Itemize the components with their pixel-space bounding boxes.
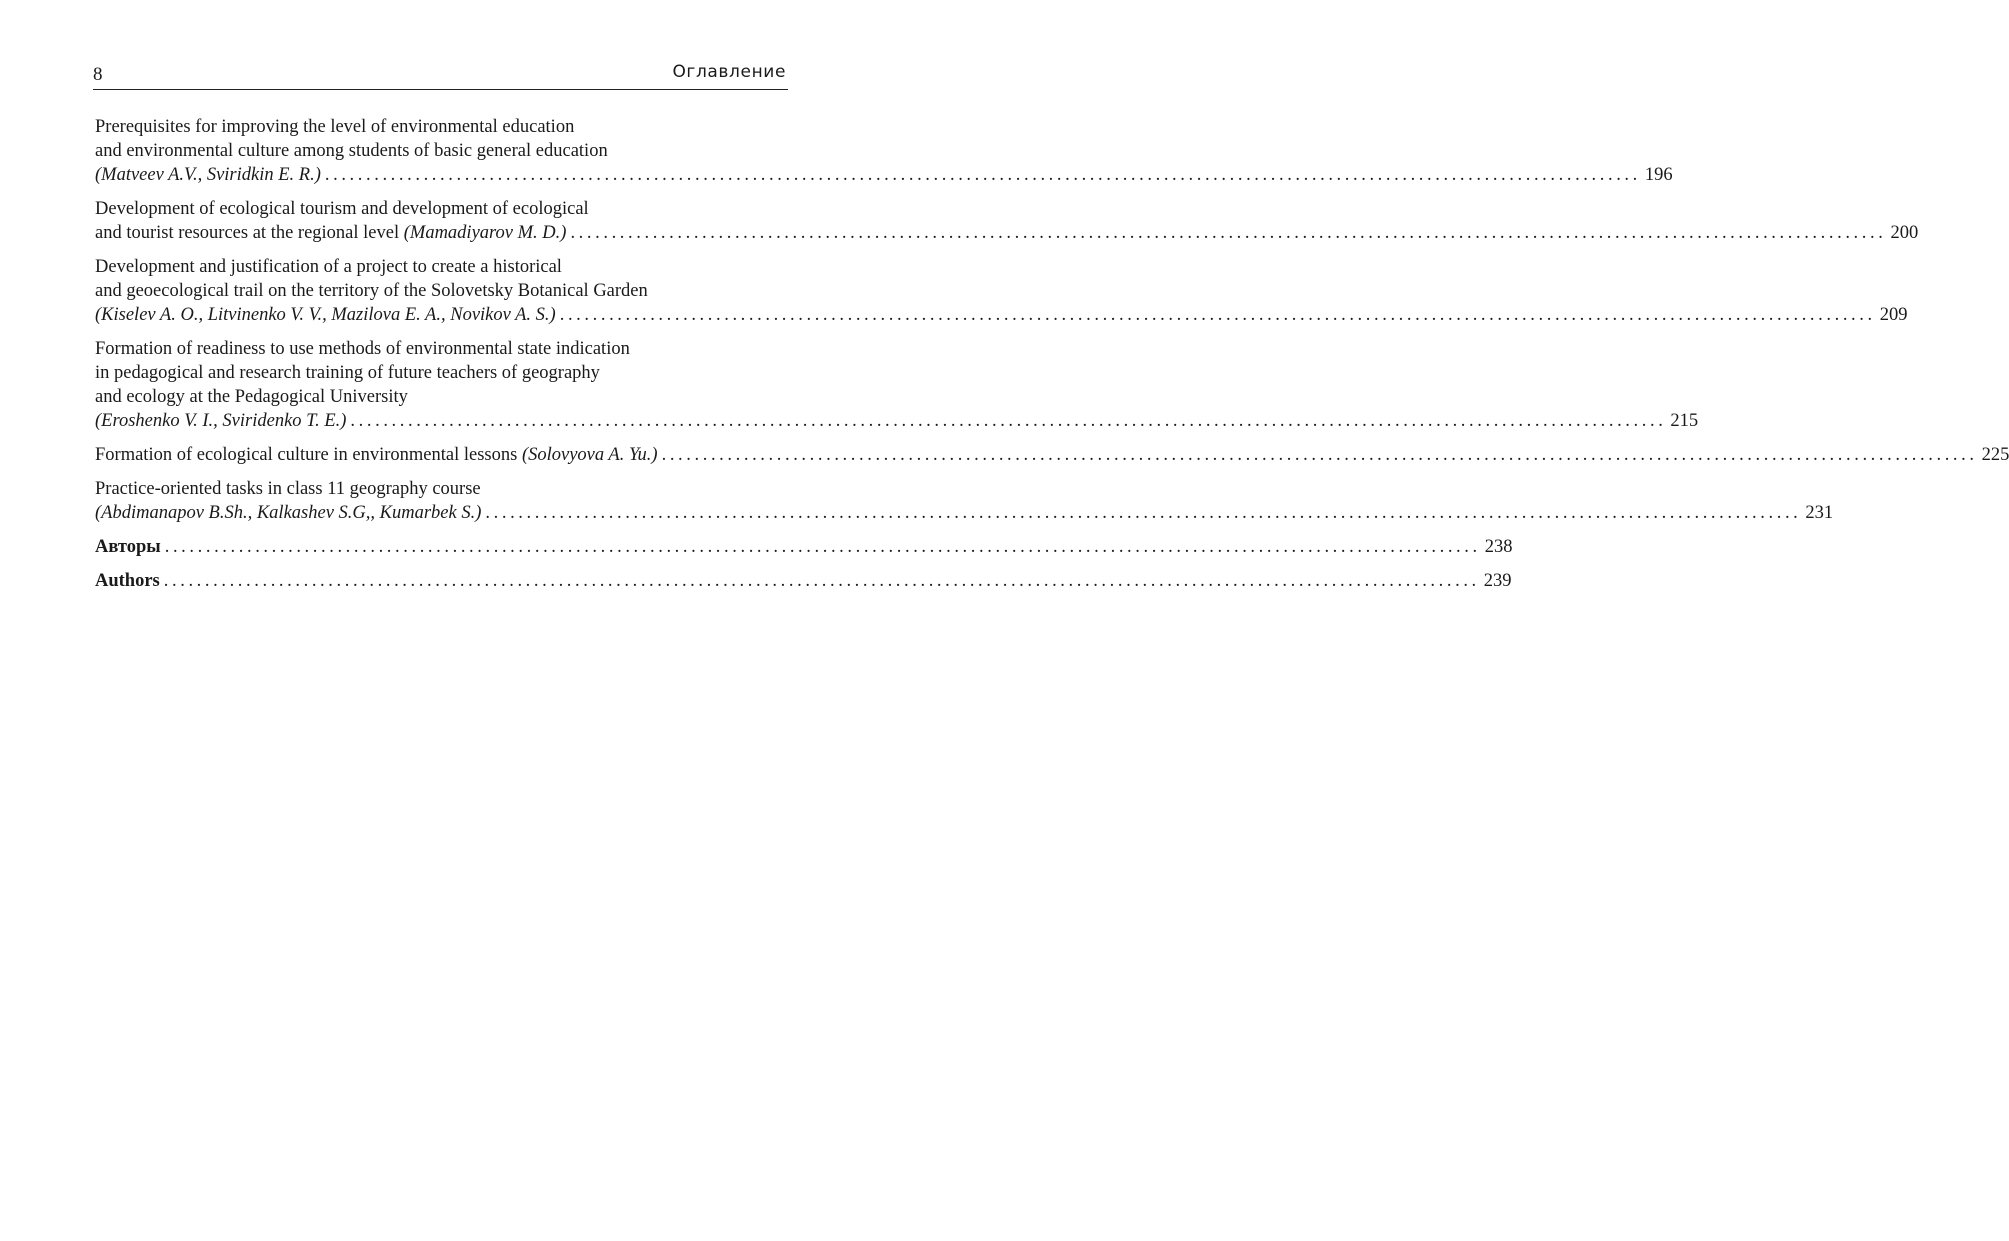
table-of-contents: [95, 115, 2009, 603]
entry-page-number: 215: [1670, 411, 1699, 431]
dot-leader: ................................................................................................................................................................: [324, 165, 1641, 185]
entry-authors: (Abdimanapov B.Sh., Kalkashev S.G,, Kumarbek S.): [95, 503, 482, 523]
entry-authors: (Eroshenko V. I., Sviridenko T. E.): [95, 411, 347, 431]
entry-leader-line: [95, 221, 1919, 245]
entry-title: Авторы: [95, 537, 161, 557]
entry-title-line: and geoecological trail on the territory of the Solovetsky Botanical Garden: [95, 281, 648, 301]
toc-entry-authors-en[interactable]: [95, 569, 1512, 593]
entry-title-tail: Formation of ecological culture in environmental lessons: [95, 445, 522, 465]
entry-title-line: Development and justification of a project to create a historical: [95, 257, 562, 277]
entry-page-number: 196: [1644, 165, 1673, 185]
running-head: [93, 60, 788, 90]
entry-title-line: Formation of readiness to use methods of environmental state indication: [95, 339, 630, 359]
entry-authors: (Matveev A.V., Sviridkin E. R.): [95, 165, 321, 185]
dot-leader: ................................................................................................................................................................: [163, 571, 1480, 591]
toc-entry[interactable]: [95, 443, 2009, 467]
dot-leader: ................................................................................................................................................................: [485, 503, 1802, 523]
entry-authors: (Mamadiyarov M. D.): [403, 223, 567, 243]
entry-leader-line: [95, 569, 1512, 593]
entry-title-line: Development of ecological tourism and development of ecological: [95, 199, 589, 219]
entry-title-line: and ecology at the Pedagogical University: [95, 387, 408, 407]
entry-page-number: 239: [1483, 571, 1512, 591]
toc-entry-authors-ru[interactable]: [95, 535, 1513, 559]
dot-leader: ................................................................................................................................................................: [350, 411, 1667, 431]
entry-page-number: 231: [1805, 503, 1834, 523]
entry-authors: (Kiselev A. O., Litvinenko V. V., Mazilova E. A., Novikov A. S.): [95, 305, 556, 325]
section-title: Оглавление: [672, 62, 786, 82]
entry-title-line: Practice-oriented tasks in class 11 geography course: [95, 479, 481, 499]
entry-title-line: in pedagogical and research training of future teachers of geography: [95, 363, 600, 383]
dot-leader: ................................................................................................................................................................: [570, 223, 1887, 243]
entry-page-number: 238: [1484, 537, 1513, 557]
entry-title-tail: and tourist resources at the regional level: [95, 223, 404, 243]
entry-title-line: Prerequisites for improving the level of environmental education: [95, 117, 575, 137]
entry-title-line: and environmental culture among students of basic general education: [95, 141, 608, 161]
toc-entry[interactable]: [95, 255, 1908, 327]
dot-leader: ................................................................................................................................................................: [559, 305, 1876, 325]
entry-leader-line: [95, 409, 1699, 433]
entry-page-number: 225: [1981, 445, 2009, 465]
toc-entry[interactable]: [95, 337, 1699, 433]
toc-entry[interactable]: [95, 477, 1834, 525]
entry-leader-line: [95, 501, 1834, 525]
entry-leader-line: [95, 163, 1673, 187]
entry-leader-line: [95, 443, 2009, 467]
toc-entry[interactable]: [95, 115, 1673, 187]
entry-page-number: 209: [1879, 305, 1908, 325]
dot-leader: ................................................................................................................................................................: [164, 537, 1481, 557]
entry-authors: (Solovyova A. Yu.): [521, 445, 658, 465]
dot-leader: ................................................................................................................................................................: [661, 445, 1978, 465]
entry-leader-line: [95, 535, 1513, 559]
toc-entry[interactable]: [95, 197, 1919, 245]
entry-title: Authors: [95, 571, 160, 591]
entry-leader-line: [95, 303, 1908, 327]
page-number: 8: [93, 64, 103, 85]
entry-page-number: 200: [1890, 223, 1919, 243]
